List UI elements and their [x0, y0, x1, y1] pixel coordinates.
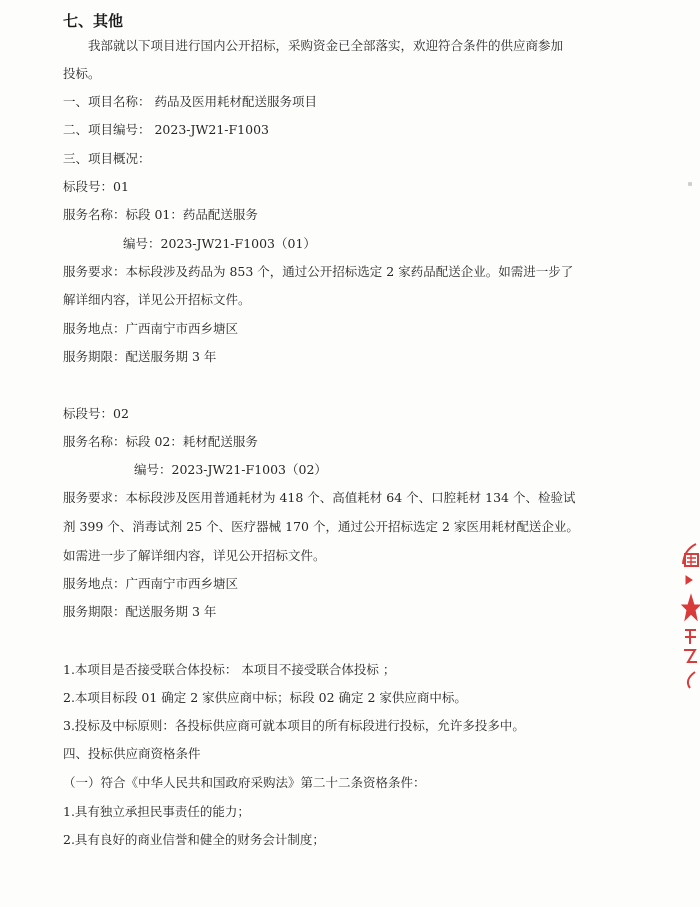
- lot2-service-name: 服务名称：标段 02：耗材配送服务: [63, 434, 258, 449]
- qualification-item-2: 2.具有良好的商业信誉和健全的财务会计制度；: [63, 832, 325, 847]
- project-number: 二、项目编号： 2023-JW21-F1003: [63, 122, 269, 137]
- project-overview-heading: 三、项目概况：: [63, 151, 151, 166]
- qualification-heading: 四、投标供应商资格条件: [63, 746, 201, 761]
- lot2-location: 服务地点：广西南宁市西乡塘区: [63, 576, 239, 591]
- intro-text-line-1: 我部就以下项目进行国内公开招标，采购资金已全部落实，欢迎符合条件的供应商参加: [88, 38, 564, 53]
- lot1-requirement-line-2: 解详细内容，详见公开招标文件。: [63, 292, 251, 307]
- lot1-number: 标段号：01: [63, 179, 129, 194]
- scan-speck: [688, 182, 692, 186]
- note-joint-bid: 1.本项目是否接受联合体投标： 本项目不接受联合体投标 ；: [63, 662, 396, 677]
- lot2-period: 服务期限：配送服务期 3 年: [63, 604, 217, 619]
- qualification-item-1: 1.具有独立承担民事责任的能力；: [63, 804, 250, 819]
- lot1-requirement-line-1: 服务要求：本标段涉及药品为 853 个，通过公开招标选定 2 家药品配送企业。如需进一步了: [63, 264, 574, 279]
- lot1-location: 服务地点：广西南宁市西乡塘区: [63, 321, 239, 336]
- note-winners-per-lot: 2.本项目标段 01 确定 2 家供应商中标；标段 02 确定 2 家供应商中标。: [63, 690, 467, 705]
- intro-text-line-2: 投标。: [63, 66, 101, 81]
- lot2-requirement-line-3: 如需进一步了解详细内容，详见公开招标文件。: [63, 548, 326, 563]
- lot2-code: 编号：2023-JW21-F1003（02）: [134, 462, 327, 477]
- section-title: 七、其他: [63, 12, 124, 30]
- project-name: 一、项目名称： 药品及医用耗材配送服务项目: [63, 94, 317, 109]
- lot1-code: 编号：2023-JW21-F1003（01）: [123, 236, 316, 251]
- lot1-period: 服务期限：配送服务期 3 年: [63, 349, 217, 364]
- lot2-requirement-line-1: 服务要求：本标段涉及医用普通耗材为 418 个、高值耗材 64 个、口腔耗材 134 个、检验试: [63, 490, 576, 505]
- lot2-requirement-line-2: 剂 399 个、消毒试剂 25 个、医疗器械 170 个，通过公开招标选定 2 家医用耗材配送企业。: [63, 519, 579, 534]
- official-seal-stamp: [678, 540, 700, 690]
- lot1-service-name: 服务名称：标段 01：药品配送服务: [63, 207, 258, 222]
- note-bid-principle: 3.投标及中标原则：各投标供应商可就本项目的所有标段进行投标，允许多投多中。: [63, 718, 525, 733]
- qualification-subheading: （一）符合《中华人民共和国政府采购法》第二十二条资格条件：: [63, 775, 426, 790]
- lot2-number: 标段号：02: [63, 406, 129, 421]
